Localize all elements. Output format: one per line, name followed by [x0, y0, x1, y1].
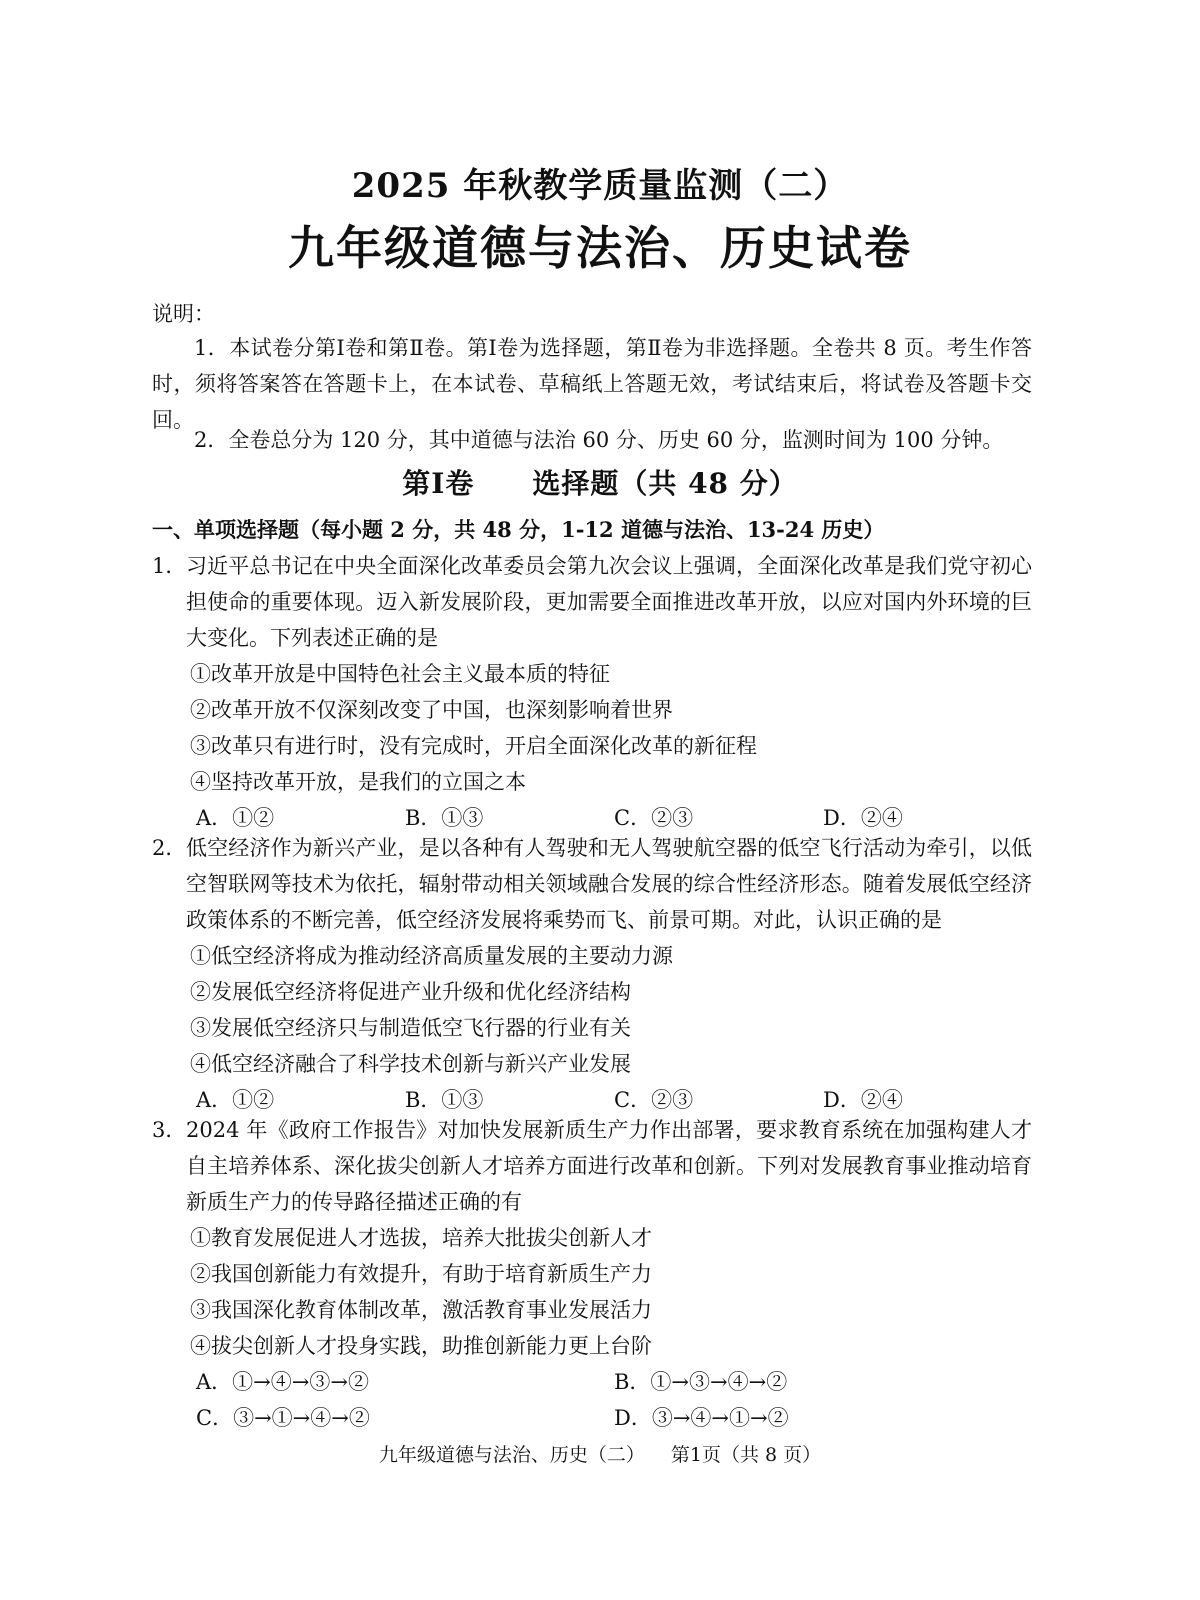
statement-3: ③改革只有进行时，没有完成时，开启全面深化改革的新征程	[190, 734, 757, 758]
question-number: 3．	[152, 1118, 187, 1142]
statement-2: ②我国创新能力有效提升，有助于培育新质生产力	[190, 1262, 652, 1286]
instruction-note-2: 2．全卷总分为 120 分，其中道德与法治 60 分、历史 60 分，监测时间为 100 分钟。	[194, 428, 1004, 452]
statement-2: ②发展低空经济将促进产业升级和优化经济结构	[190, 980, 631, 1004]
option-c: C．②③	[614, 806, 694, 830]
question-number: 1．	[152, 554, 187, 578]
question-number: 2．	[152, 836, 187, 860]
instruction-note-1: 1．本试卷分第Ⅰ卷和第Ⅱ卷。第Ⅰ卷为选择题，第Ⅱ卷为非选择题。全卷共 8 页。考生作答时，须将答案答在答题卡上，在本试卷、草稿纸上答题无效，考试结束后，将试卷及答题卡交回。	[152, 336, 1032, 432]
section-title: 第Ⅰ卷 选择题（共 48 分）	[402, 467, 798, 500]
statement-1: ①改革开放是中国特色社会主义最本质的特征	[190, 662, 610, 686]
statement-2: ②改革开放不仅深刻改变了中国，也深刻影响着世界	[190, 698, 673, 722]
statement-4: ④拔尖创新人才投身实践，助推创新能力更上台阶	[190, 1334, 652, 1358]
statement-4: ④低空经济融合了科学技术创新与新兴产业发展	[190, 1052, 631, 1076]
option-a: A．①②	[196, 806, 275, 830]
instructions-label: 说明：	[152, 302, 215, 326]
option-c: C．③→①→④→②	[196, 1406, 370, 1430]
statement-list	[190, 656, 1032, 800]
exam-title-line1: 2025 年秋教学质量监测（二）	[351, 166, 849, 206]
options-row	[196, 1364, 1032, 1400]
option-d: D．②④	[823, 806, 903, 830]
option-c: C．②③	[614, 1088, 694, 1112]
statement-3: ③我国深化教育体制改革，激活教育事业发展活力	[190, 1298, 652, 1322]
statement-4: ④坚持改革开放，是我们的立国之本	[190, 770, 526, 794]
option-b: B．①→③→④→②	[614, 1370, 788, 1394]
question-stem	[152, 830, 1032, 938]
statement-1: ①教育发展促进人才选拔，培养大批拔尖创新人才	[190, 1226, 652, 1250]
question-2	[152, 830, 1032, 1118]
answer-options	[196, 1364, 1032, 1436]
page-footer	[0, 1440, 1200, 1470]
exam-title-line2: 九年级道德与法治、历史试卷	[288, 221, 912, 275]
footer-subject: 九年级道德与法治、历史（二）	[378, 1444, 645, 1466]
statement-list	[190, 938, 1032, 1082]
question-text: 习近平总书记在中央全面深化改革委员会第九次会议上强调，全面深化改革是我们党守初心担使命的重要体现。迈入新发展阶段，更加需要全面推进改革开放，以应对国内外环境的巨大变化。下列表述正确的是	[186, 554, 1032, 650]
option-d: D．②④	[823, 1088, 903, 1112]
question-1	[152, 548, 1032, 836]
option-a: A．①②	[196, 1088, 275, 1112]
option-d: D．③→④→①→②	[614, 1406, 789, 1430]
question-stem	[152, 548, 1032, 656]
option-b: B．①③	[405, 806, 484, 830]
question-text: 低空经济作为新兴产业，是以各种有人驾驶和无人驾驶航空器的低空飞行活动为牵引，以低空智联网等技术为依托，辐射带动相关领域融合发展的综合性经济形态。随着发展低空经济政策体系的不断完善，低空经济发展将乘势而飞、前景可期。对此，认识正确的是	[186, 836, 1032, 932]
question-3	[152, 1112, 1032, 1436]
option-a: A．①→④→③→②	[196, 1370, 369, 1394]
statement-list	[190, 1220, 1032, 1364]
statement-1: ①低空经济将成为推动经济高质量发展的主要动力源	[190, 944, 673, 968]
part-heading: 一、单项选择题（每小题 2 分，共 48 分，1-12 道德与法治、13-24 历史）	[152, 517, 885, 542]
footer-page-number: 第1页（共 8 页）	[670, 1444, 822, 1466]
question-text: 2024 年《政府工作报告》对加快发展新质生产力作出部署，要求教育系统在加强构建人才自主培养体系、深化拔尖创新人才培养方面进行改革和创新。下列对发展教育事业推动培育新质生产力的传导路径描述正确的有	[186, 1118, 1032, 1214]
options-row	[196, 1400, 1032, 1436]
statement-3: ③发展低空经济只与制造低空飞行器的行业有关	[190, 1016, 631, 1040]
option-b: B．①③	[405, 1088, 484, 1112]
question-stem	[152, 1112, 1032, 1220]
